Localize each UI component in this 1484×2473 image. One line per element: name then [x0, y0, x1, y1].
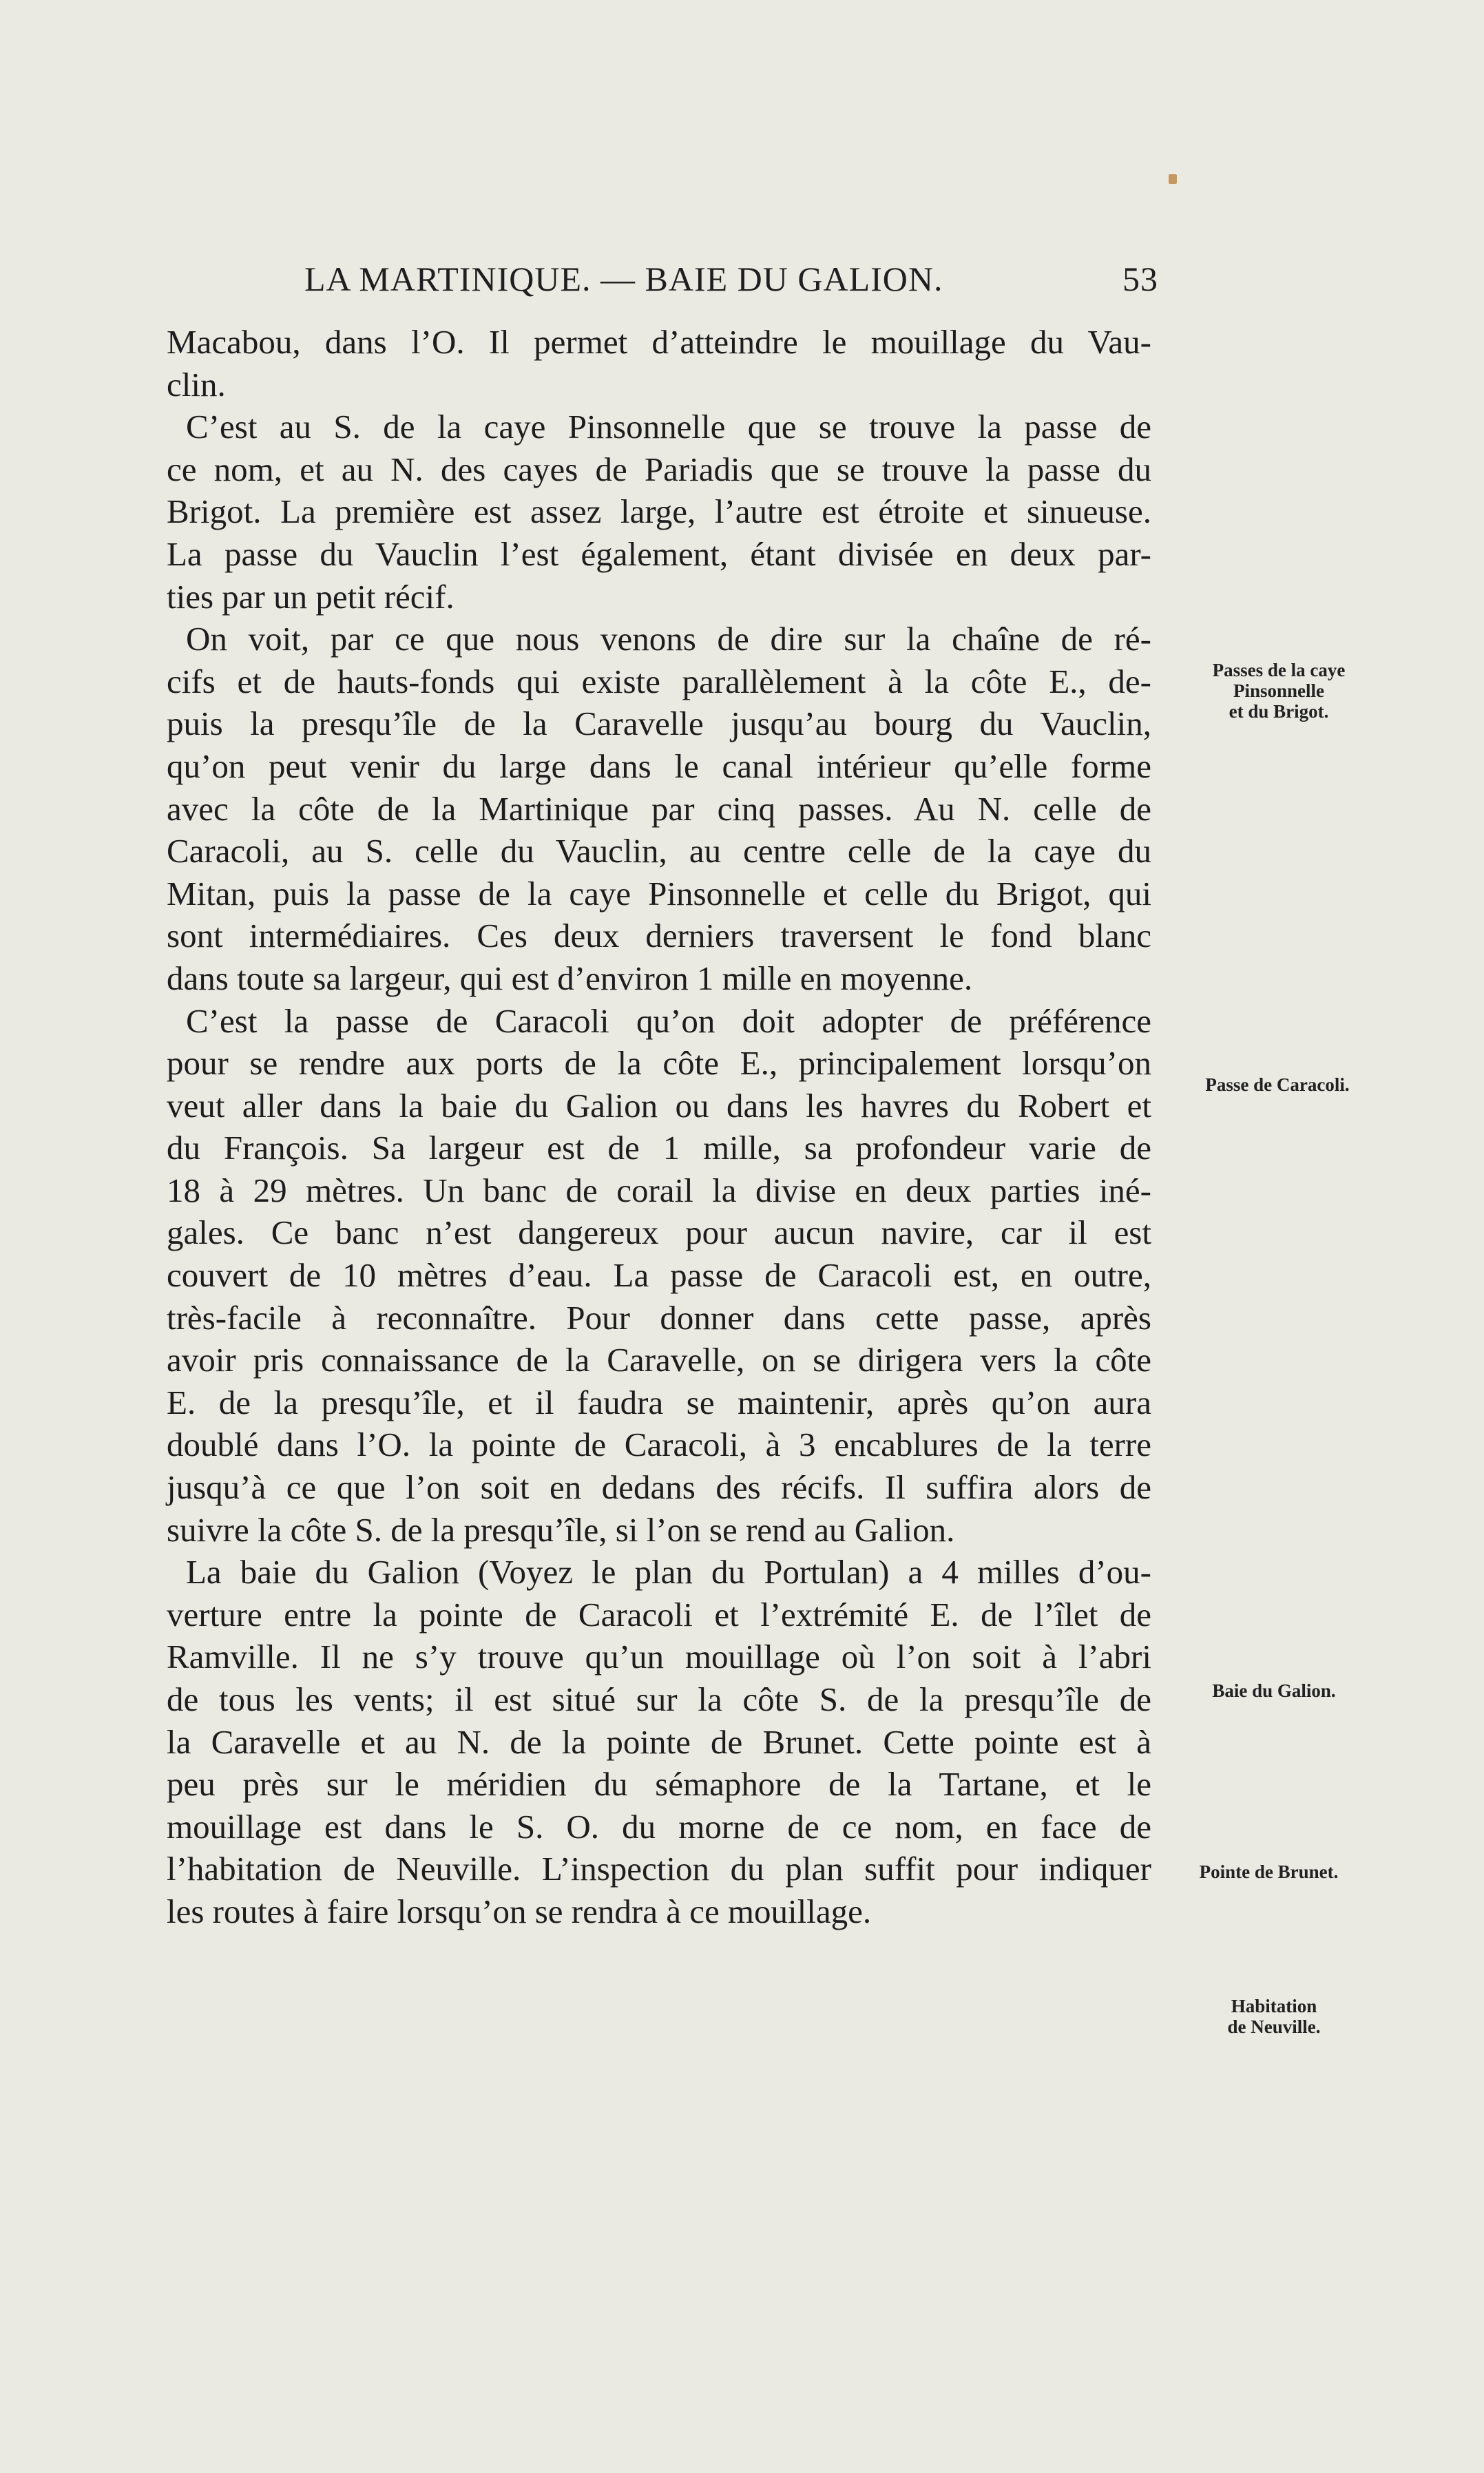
- text-line: dans toute sa largeur, qui est d’environ 1 mille en moyenne.: [167, 959, 973, 997]
- text-line: mouillage est dans le S. O. du morne de ce nom, en face de: [167, 1807, 1151, 1846]
- text-line: suivre la côte S. de la presqu’île, si l’on se rend au Galion.: [167, 1510, 955, 1549]
- ink-speck: [1169, 174, 1177, 184]
- text-line: jusqu’à ce que l’on soit en dedans des récifs. Il suffira alors de: [167, 1468, 1151, 1507]
- running-title: LA MARTINIQUE. — BAIE DU GALION.: [304, 260, 943, 298]
- text-line: E. de la presqu’île, et il faudra se maintenir, après qu’on aura: [167, 1383, 1151, 1421]
- page-number: 53: [1122, 260, 1158, 298]
- margin-note-passes-pinsonnelle-brigot: Passes de la caye Pinsonnelle et du Brigot.: [1212, 660, 1346, 722]
- text-line: couvert de 10 mètres d’eau. La passe de Caracoli est, en outre,: [167, 1256, 1151, 1295]
- text-line: du François. Sa largeur est de 1 mille, sa profondeur varie de: [167, 1129, 1151, 1167]
- text-line: l’habitation de Neuville. L’inspection du plan suffit pour indiquer: [167, 1850, 1151, 1888]
- text-line: très-facile à reconnaître. Pour donner dans cette passe, après: [167, 1298, 1151, 1337]
- text-line: La passe du Vauclin l’est également, étant divisée en deux par-: [167, 534, 1151, 573]
- text-line: cifs et de hauts-fonds qui existe parallèlement à la côte E., de-: [167, 662, 1151, 700]
- text-line: avec la côte de la Martinique par cinq passes. Au N. celle de: [167, 789, 1151, 828]
- text-line: les routes à faire lorsqu’on se rendra à ce mouillage.: [167, 1892, 872, 1930]
- text-line: gales. Ce banc n’est dangereux pour aucun navire, car il est: [167, 1213, 1151, 1252]
- text-line: la Caravelle et au N. de la pointe de Brunet. Cette pointe est à: [167, 1722, 1151, 1761]
- text-line: Ramville. Il ne s’y trouve qu’un mouillage où l’on soit à l’abri: [167, 1638, 1151, 1676]
- text-line: verture entre la pointe de Caracoli et l’extrémité E. de l’îlet de: [167, 1595, 1151, 1634]
- text-line: clin.: [167, 365, 226, 404]
- text-line: Caracoli, au S. celle du Vauclin, au centre celle de la caye du: [167, 832, 1151, 870]
- margin-note-passe-caracoli: Passe de Caracoli.: [1205, 1074, 1350, 1095]
- text-line: qu’on peut venir du large dans le canal intérieur qu’elle forme: [167, 747, 1151, 785]
- text-line: peu près sur le méridien du sémaphore de la Tartane, et le: [167, 1765, 1151, 1804]
- text-line: puis la presqu’île de la Caravelle jusqu’au bourg du Vauclin,: [167, 705, 1151, 743]
- text-line: veut aller dans la baie du Galion ou dans les havres du Robert et: [167, 1086, 1151, 1125]
- text-line: ce nom, et au N. des cayes de Pariadis que se trouve la passe du: [167, 450, 1151, 488]
- text-line: ties par un petit récif.: [167, 577, 454, 616]
- text-line: Mitan, puis la passe de la caye Pinsonnelle et celle du Brigot, qui: [167, 874, 1151, 912]
- text-line: Brigot. La première est assez large, l’autre est étroite et sinueuse.: [167, 492, 1151, 531]
- body-text: [167, 321, 1151, 1933]
- text-line: pour se rendre aux ports de la côte E., principalement lorsqu’on: [167, 1044, 1151, 1083]
- text-line: doublé dans l’O. la pointe de Caracoli, à 3 encablures de la terre: [167, 1426, 1151, 1464]
- text-line: Macabou, dans l’O. Il permet d’atteindre le mouillage du Vau-: [167, 323, 1151, 361]
- paragraph-start-line: On voit, par ce que nous venons de dire sur la chaîne de ré-: [186, 620, 1151, 658]
- margin-note-pointe-brunet: Pointe de Brunet.: [1199, 1861, 1339, 1882]
- margin-note-baie-galion: Baie du Galion.: [1212, 1680, 1336, 1701]
- text-line: avoir pris connaissance de la Caravelle, on se dirigera vers la côte: [167, 1341, 1151, 1379]
- paragraph-start-line: C’est la passe de Caracoli qu’on doit adopter de préférence: [186, 1001, 1151, 1040]
- paragraph-start-line: C’est au S. de la caye Pinsonnelle que se trouve la passe de: [186, 408, 1151, 446]
- text-line: sont intermédiaires. Ces deux derniers traversent le fond blanc: [167, 917, 1151, 955]
- text-line: de tous les vents; il est situé sur la côte S. de la presqu’île de: [167, 1680, 1151, 1718]
- paragraph-start-line: La baie du Galion (Voyez le plan du Portulan) a 4 milles d’ou-: [186, 1553, 1151, 1592]
- margin-note-habitation-neuville: Habitation de Neuville.: [1227, 1996, 1321, 2037]
- text-line: 18 à 29 mètres. Un banc de corail la divise en deux parties iné-: [167, 1171, 1151, 1209]
- running-head: [304, 259, 1158, 300]
